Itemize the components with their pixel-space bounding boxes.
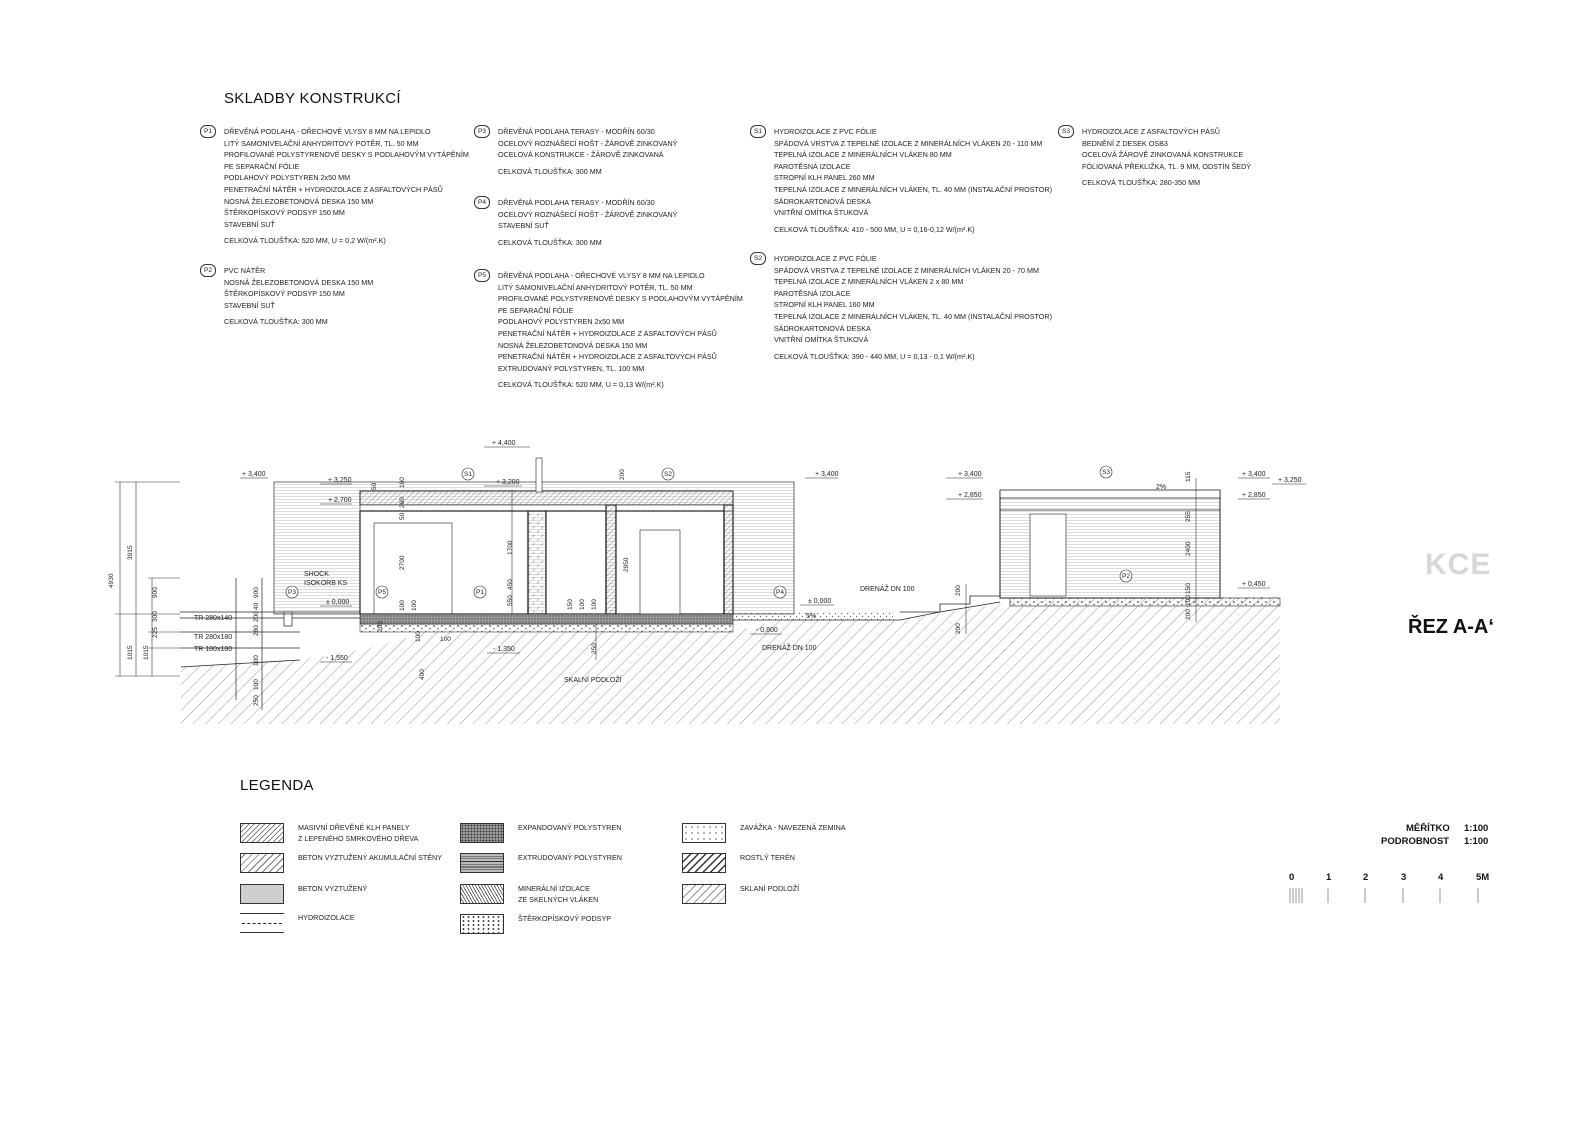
legend-item: ZAVÁŽKA - NAVEZENÁ ZEMINA — [740, 822, 846, 833]
spec-layer: LITÝ SAMONIVELAČNÍ ANHYDRITOVÝ POTĚR, TL. 50 MM — [224, 138, 419, 148]
spec-layer: NOSNÁ ŽELEZOBETONOVÁ DESKA 150 MM — [224, 277, 374, 287]
note-shock: SHOCK — [304, 571, 329, 578]
spec-layer: PVC NÁTĚR — [224, 266, 266, 275]
tag-s1: S1 — [464, 471, 472, 478]
svg-text:280: 280 — [253, 625, 260, 636]
svg-text:50: 50 — [399, 512, 406, 520]
legend-swatch — [460, 853, 504, 873]
spec-total: CELKOVÁ TLOUŠŤKA: 300 MM — [498, 166, 602, 176]
svg-text:200: 200 — [1185, 609, 1192, 620]
spec-layer: HYDROIZOLACE Z ASFALTOVÝCH PÁSŮ — [1082, 127, 1220, 136]
svg-text:100: 100 — [579, 599, 586, 610]
svg-text:100: 100 — [591, 599, 598, 610]
note-slope: 2% — [1156, 484, 1167, 491]
legend-swatch — [240, 913, 284, 933]
spec-layer: PAROTĚSNÁ IZOLACE — [774, 161, 851, 171]
svg-text:100: 100 — [253, 679, 260, 690]
svg-text:40: 40 — [253, 602, 260, 610]
spec-layer: NOSNÁ ŽELEZOBETONOVÁ DESKA 150 MM — [498, 340, 648, 350]
tag-s3: S3 — [1102, 469, 1110, 476]
legend-swatch — [240, 823, 284, 843]
tag-p4: P4 — [776, 589, 784, 596]
legend-swatch — [240, 884, 284, 904]
legend-item: ROSTLÝ TERÉN — [740, 852, 795, 863]
level-label: - 1,550 — [326, 655, 348, 662]
svg-text:200: 200 — [377, 621, 384, 632]
spec-layer: PE SEPARAČNÍ FÓLIE — [498, 305, 574, 315]
svg-text:1700: 1700 — [507, 540, 514, 555]
scale-label: MĚŘÍTKO — [1406, 823, 1450, 834]
svg-text:50: 50 — [371, 482, 378, 490]
spec-total: CELKOVÁ TLOUŠŤKA: 300 MM — [224, 317, 328, 327]
svg-text:900: 900 — [152, 587, 159, 598]
svg-text:100: 100 — [440, 636, 451, 643]
level-label: + 0,450 — [1242, 581, 1266, 588]
spec-layer: STAVEBNÍ SUŤ — [498, 221, 549, 231]
spec-tag: S3 — [1058, 125, 1074, 138]
spec-tag: P1 — [200, 125, 216, 138]
spec-layer: STROPNÍ KLH PANEL 160 MM — [774, 300, 875, 310]
note-slope: 5% — [806, 613, 817, 620]
spec-layer: NOSNÁ ŽELEZOBETONOVÁ DESKA 150 MM — [224, 196, 374, 206]
svg-text:2700: 2700 — [399, 555, 406, 570]
level-label: - 0,800 — [756, 627, 778, 634]
spec-tag: P3 — [474, 125, 490, 138]
spec-tag: P2 — [200, 264, 216, 277]
specs-heading: SKLADBY KONSTRUKCÍ — [224, 90, 401, 107]
spec-layer: PENETRAČNÍ NÁTĚR + HYDROIZOLACE Z ASFALTOVÝCH PÁSŮ — [224, 184, 443, 194]
legend-heading: LEGENDA — [240, 777, 314, 794]
spec-layer: SÁDROKARTONOVÁ DESKA — [774, 323, 871, 333]
level-label: + 2,850 — [958, 492, 982, 499]
spec-total: CELKOVÁ TLOUŠŤKA: 300 MM — [498, 237, 602, 247]
svg-text:300: 300 — [152, 611, 159, 622]
roof-slab — [360, 491, 733, 505]
level-label: + 3,250 — [1278, 477, 1302, 484]
legend-item: MINERÁLNÍ IZOLACE ZE SKELNÝCH VLÁKEN — [518, 883, 598, 905]
spec-layer: DŘEVĚNÁ PODLAHA TERASY - MODŘÍN 60/30 — [498, 198, 655, 207]
spec-layer: SÁDROKARTONOVÁ DESKA — [774, 196, 871, 206]
legend-item: SKLANÍ PODLOŽÍ — [740, 883, 799, 894]
legend-swatch — [460, 884, 504, 904]
spec-layer: VNITŘNÍ OMÍTKA ŠTUKOVÁ — [774, 208, 869, 218]
spec-tag: P4 — [474, 196, 490, 209]
legend-item: EXTRUDOVANÝ POLYSTYREN — [518, 852, 622, 863]
spec-layer: PE SEPARAČNÍ FÓLIE — [224, 161, 300, 171]
spec-total: CELKOVÁ TLOUŠŤKA: 410 - 500 MM, U = 0,16-0,12 W/(m².K) — [774, 224, 975, 234]
legend-item: ŠTĚRKOPÍSKOVÝ PODSYP — [518, 913, 611, 924]
tag-s2: S2 — [664, 471, 672, 478]
svg-text:1015: 1015 — [127, 645, 134, 660]
section-title: ŘEZ A-A‘ — [1408, 616, 1494, 638]
spec-layer: DŘEVĚNÁ PODLAHA TERASY - MODŘÍN 60/30 — [498, 127, 655, 136]
spec-layer: HYDROIZOLACE Z PVC FÓLIE — [774, 127, 877, 136]
scale-tick: 0 — [1289, 872, 1295, 883]
door — [640, 530, 680, 614]
legend-item: MASIVNÍ DŘEVĚNÉ KLH PANELY Z LEPENÉHO SMRKOVÉHO DŘEVA — [298, 822, 418, 844]
spec-layer: PODLAHOVÝ POLYSTYREN 2x50 MM — [498, 317, 625, 327]
spec-layer: LITÝ SAMONIVELAČNÍ ANHYDRITOVÝ POTĚR, TL. 50 MM — [498, 282, 693, 292]
kce-watermark: KCE — [1425, 548, 1492, 581]
level-label: + 3,200 — [496, 479, 520, 486]
scale-value: 1:100 — [1464, 823, 1489, 834]
spec-layer: PAROTĚSNÁ IZOLACE — [774, 288, 851, 298]
spec-layer: PODLAHOVÝ POLYSTYREN 2x50 MM — [224, 173, 351, 183]
spec-layer: STROPNÍ KLH PANEL 260 MM — [774, 173, 875, 183]
legend-item: BETON VYZTUŽENÝ — [298, 883, 367, 894]
spec-layer: PENETRAČNÍ NÁTĚR + HYDROIZOLACE Z ASFALTOVÝCH PÁSŮ — [498, 328, 717, 338]
spec-layer: SPÁDOVÁ VRSTVA Z TEPELNÉ IZOLACE Z MINERÁLNÍCH VLÁKEN 20 - 70 MM — [774, 265, 1039, 275]
level-label: - 1,350 — [493, 646, 515, 653]
svg-text:2950: 2950 — [623, 557, 630, 572]
note-drainage: DRENÁŽ DN 100 — [860, 586, 915, 593]
level-label: + 2,850 — [1242, 492, 1266, 499]
svg-text:255: 255 — [1185, 511, 1192, 522]
beam-label: TR 180x180 — [194, 646, 233, 653]
legend-item: BETON VYZTUŽENÝ AKUMULAČNÍ STĚNY — [298, 852, 442, 863]
beam-label: TR 280x180 — [194, 634, 233, 641]
svg-text:1015: 1015 — [143, 645, 150, 660]
svg-text:400: 400 — [419, 669, 426, 680]
spec-tag: S1 — [750, 125, 766, 138]
spec-layer: TEPELNÁ IZOLACE Z MINERÁLNÍCH VLÁKEN 80 MM — [774, 150, 952, 160]
legend-item: EXPANDOVANÝ POLYSTYREN — [518, 822, 621, 833]
spec-layer: PROFILOVANÉ POLYSTYRENOVÉ DESKY S PODLAHOVÝM VYTÁPĚNÍM — [224, 150, 469, 160]
spec-layer: BEDNĚNÍ Z DESEK OSB3 — [1082, 138, 1168, 148]
svg-text:550: 550 — [507, 595, 514, 606]
svg-text:200: 200 — [253, 611, 260, 622]
level-label: + 2,700 — [328, 497, 352, 504]
chimney — [536, 458, 542, 492]
tag-p5: P5 — [378, 589, 386, 596]
floor-slab — [360, 614, 733, 624]
spec-total: CELKOVÁ TLOUŠŤKA: 280-350 MM — [1082, 178, 1201, 188]
note-drainage: DRENÁŽ DN 100 — [762, 645, 817, 652]
spec-layer: TEPELNÁ IZOLACE Z MINERÁLNÍCH VLÁKEN, TL. 40 MM (INSTALAČNÍ PROSTOR) — [774, 184, 1052, 194]
legend-swatch — [682, 823, 726, 843]
scale-tick: 4 — [1438, 872, 1444, 883]
spec-total: CELKOVÁ TLOUŠŤKA: 520 MM, U = 0,2 W/(m².K) — [224, 236, 386, 246]
svg-text:250: 250 — [591, 643, 598, 654]
scale-tick: 5M — [1476, 872, 1490, 883]
spec-layer: EXTRUDOVANÝ POLYSTYREN, TL. 100 MM — [498, 363, 645, 373]
svg-text:900: 900 — [253, 587, 260, 598]
spec-layer: FÓLIOVANÁ PŘEKLIŽKA, TL. 9 MM, ODSTÍN ŠEDÝ — [1082, 161, 1252, 171]
spec-layer: OCELOVÝ ROZNÁŠECÍ ROŠT - ŽÁROVĚ ZINKOVANÝ — [498, 138, 678, 148]
svg-text:450: 450 — [507, 579, 514, 590]
svg-text:200: 200 — [619, 469, 626, 480]
spec-layer: DŘEVĚNÁ PODLAHA - OŘECHOVÉ VLYSY 8 MM NA LEPIDLO — [224, 127, 431, 136]
legend-swatch — [682, 884, 726, 904]
note-isokorb: ISOKORB KS — [304, 580, 348, 587]
svg-text:4930: 4930 — [108, 573, 115, 588]
svg-text:150: 150 — [567, 599, 574, 610]
spec-layer: OCELOVÁ ŽÁROVĚ ZINKOVANÁ KONSTRUKCE — [1082, 150, 1244, 160]
svg-text:100: 100 — [1185, 595, 1192, 606]
level-label: ± 0,000 — [808, 598, 832, 605]
tag-p2: P2 — [1122, 573, 1130, 580]
svg-text:190: 190 — [399, 477, 406, 488]
note-bedrock: SKALNÍ PODLOŽÍ — [564, 677, 622, 684]
legend-swatch — [240, 853, 284, 873]
level-label: ± 0,000 — [326, 599, 350, 606]
legend-swatch — [460, 823, 504, 843]
spec-layer: OCELOVÝ ROZNÁŠECÍ ROŠT - ŽÁROVĚ ZINKOVANÝ — [498, 209, 678, 219]
legend-swatch — [460, 914, 504, 934]
tag-p3: P3 — [288, 589, 296, 596]
spec-layer: STAVEBNÍ SUŤ — [224, 300, 275, 310]
tag-p1: P1 — [476, 589, 484, 596]
spec-layer: OCELOVÁ KONSTRUKCE - ŽÁROVĚ ZINKOVANÁ — [498, 150, 664, 160]
svg-text:225: 225 — [152, 627, 159, 638]
detail-value: 1:100 — [1464, 836, 1489, 847]
level-label: + 3,250 — [328, 477, 352, 484]
svg-text:200: 200 — [955, 623, 962, 634]
spec-layer: HYDROIZOLACE Z PVC FÓLIE — [774, 254, 877, 263]
spec-layer: ŠTĚRKOPÍSKOVÝ PODSYP 150 MM — [224, 208, 345, 218]
scale-tick: 3 — [1401, 872, 1407, 883]
scale-tick: 2 — [1363, 872, 1369, 883]
svg-text:150: 150 — [1185, 583, 1192, 594]
level-label: + 4,400 — [492, 440, 516, 447]
level-label: + 3,400 — [815, 471, 839, 478]
scale-bar — [1288, 872, 1498, 906]
svg-text:260: 260 — [399, 497, 406, 508]
level-label: + 3,400 — [958, 471, 982, 478]
spec-total: CELKOVÁ TLOUŠŤKA: 390 - 440 MM, U = 0,13 - 0,1 W/(m².K) — [774, 351, 975, 361]
svg-text:250: 250 — [253, 695, 260, 706]
level-label: + 3,400 — [242, 471, 266, 478]
svg-text:100: 100 — [399, 600, 406, 611]
spec-layer: VNITŘNÍ OMÍTKA ŠTUKOVÁ — [774, 335, 869, 345]
svg-text:200: 200 — [955, 585, 962, 596]
spec-layer: TEPELNÁ IZOLACE Z MINERÁLNÍCH VLÁKEN 2 x 80 MM — [774, 277, 964, 287]
spec-layer: SPÁDOVÁ VRSTVA Z TEPELNÉ IZOLACE Z MINERÁLNÍCH VLÁKEN 20 - 110 MM — [774, 138, 1043, 148]
legend-swatch — [682, 853, 726, 873]
spec-layer: ŠTĚRKOPÍSKOVÝ PODSYP 150 MM — [224, 289, 345, 299]
level-label: + 3,400 — [1242, 471, 1266, 478]
svg-text:100: 100 — [411, 600, 418, 611]
beam-label: TR 280x140 — [194, 615, 233, 622]
spec-layer: PENETRAČNÍ NÁTĚR + HYDROIZOLACE Z ASFALTOVÝCH PÁSŮ — [498, 352, 717, 362]
detail-label: PODROBNOST — [1381, 836, 1450, 847]
spec-total: CELKOVÁ TLOUŠŤKA: 520 MM, U = 0,13 W/(m².K) — [498, 380, 664, 390]
svg-text:115: 115 — [1185, 471, 1192, 482]
svg-text:2400: 2400 — [1185, 541, 1192, 556]
svg-text:100: 100 — [415, 631, 422, 642]
spec-tag: P5 — [474, 269, 490, 282]
svg-text:100: 100 — [253, 655, 260, 666]
spec-tag: S2 — [750, 252, 766, 265]
legend-item: HYDROIZOLACE — [298, 912, 355, 923]
spec-layer: STAVEBNÍ SUŤ — [224, 219, 275, 229]
scale-tick: 1 — [1326, 872, 1332, 883]
svg-text:3915: 3915 — [127, 545, 134, 560]
spec-layer: DŘEVĚNÁ PODLAHA - OŘECHOVÉ VLYSY 8 MM NA LEPIDLO — [498, 271, 705, 280]
spec-layer: PROFILOVANÉ POLYSTYRENOVÉ DESKY S PODLAHOVÝM VYTÁPĚNÍM — [498, 294, 743, 304]
spec-layer: TEPELNÁ IZOLACE Z MINERÁLNÍCH VLÁKEN, TL. 40 MM (INSTALAČNÍ PROSTOR) — [774, 311, 1052, 321]
